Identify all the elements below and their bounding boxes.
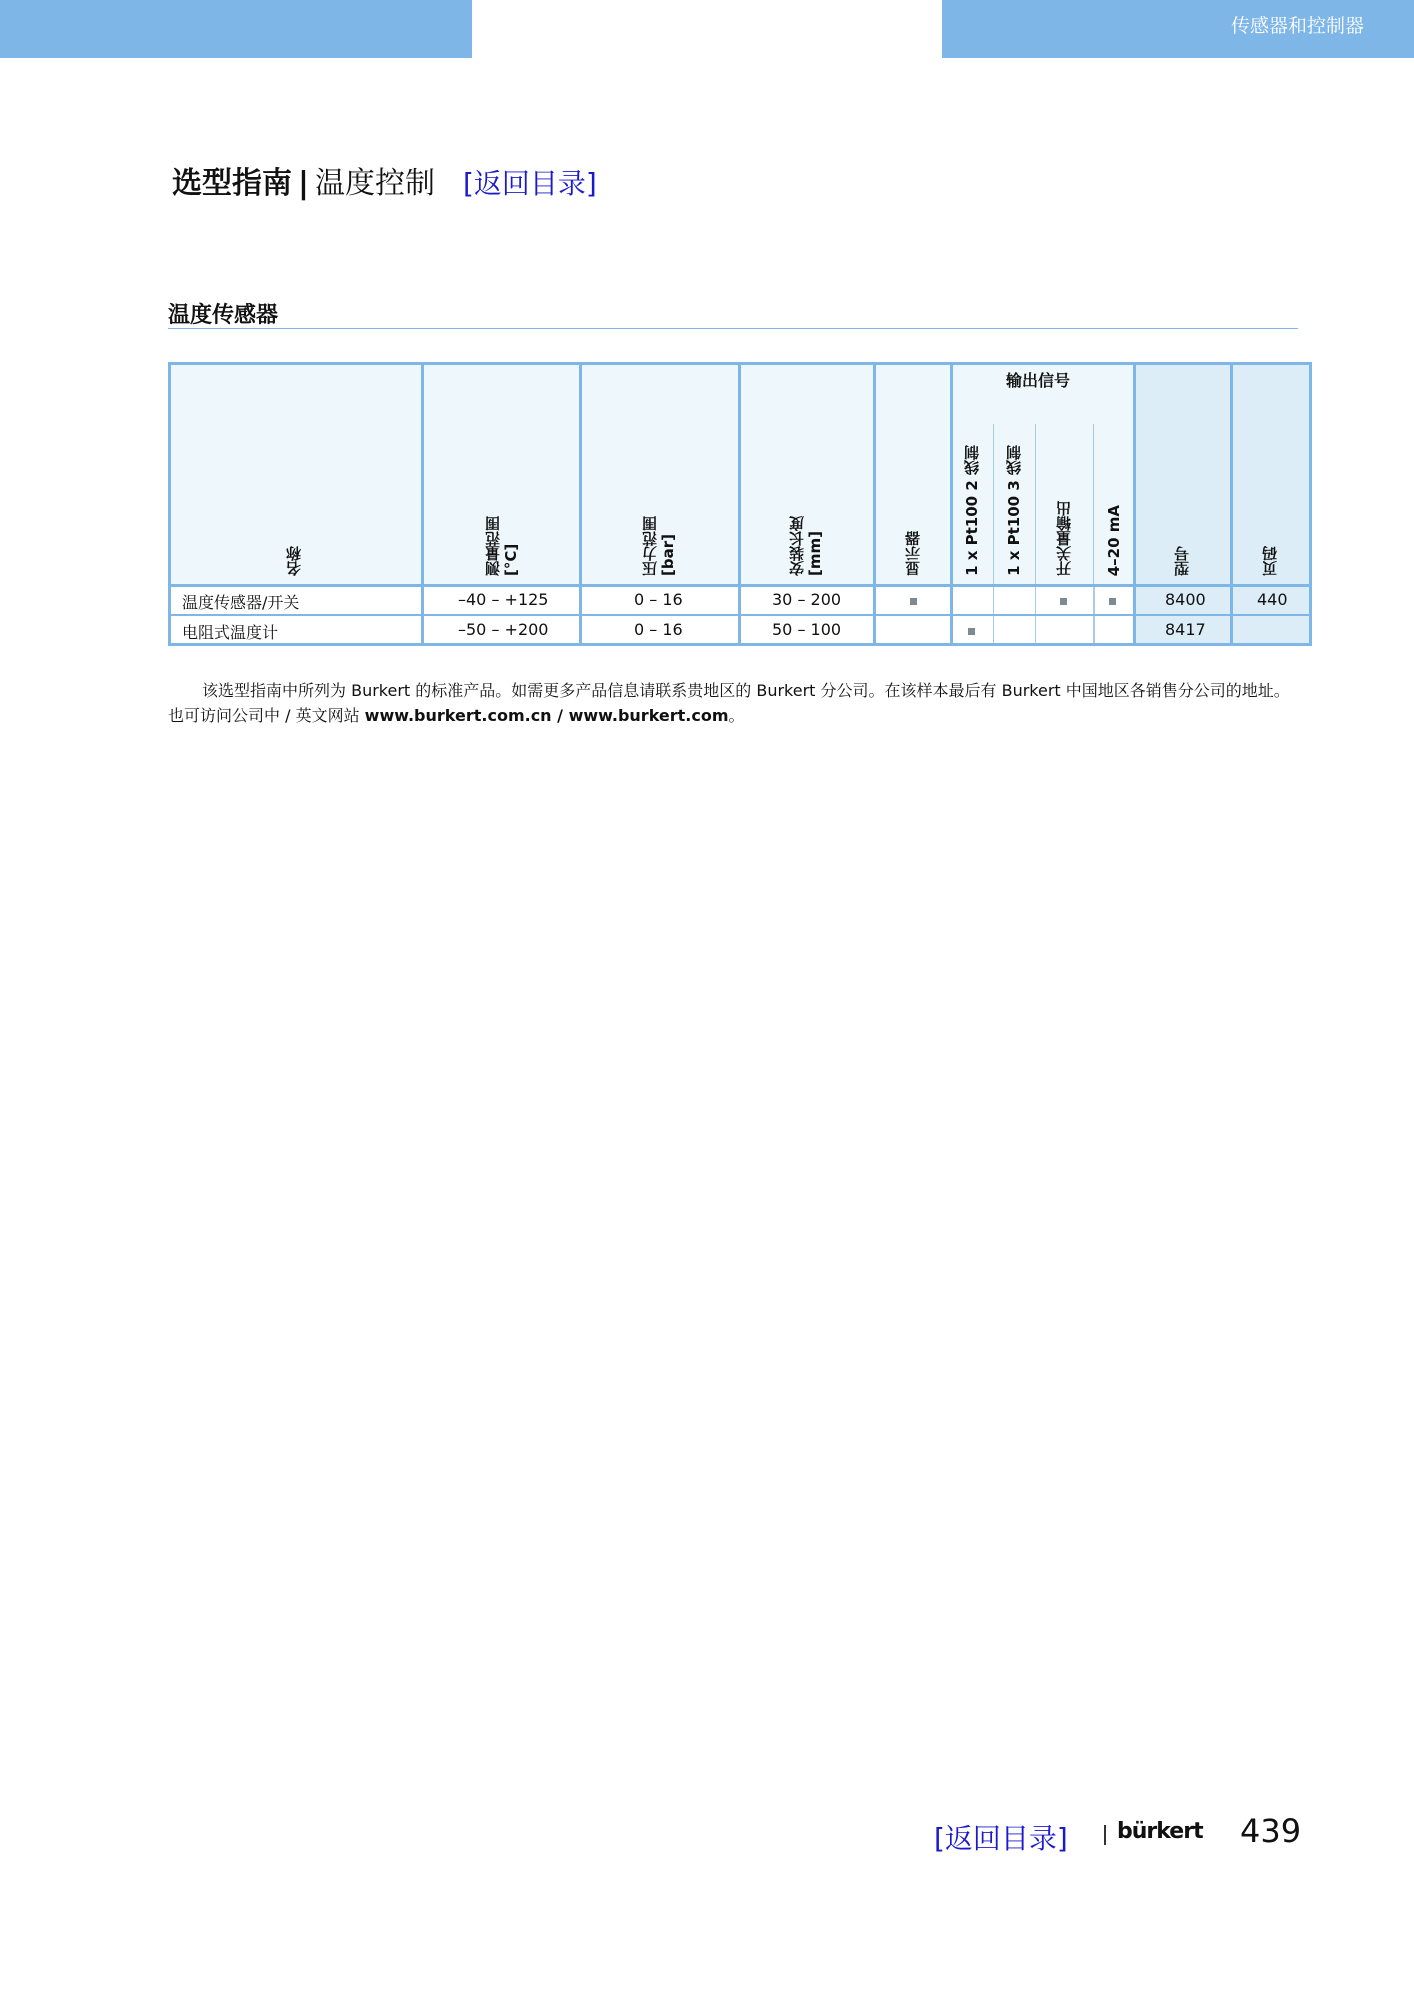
row1-switch-mark <box>1060 598 1067 605</box>
col-header-pressure-range: 压力范围 [bar] <box>641 516 677 576</box>
note-paragraph: 该选型指南中所列为 Burkert 的标准产品。如需更多产品信息请联系贵地区的 Burkert 分公司。在该样本最后有 Burkert 中国地区各销售分公司的地址。也可访问公司中 / 英文网站 www.burkert.com.cn / www.burkert.com。 <box>168 681 1290 725</box>
row1-measure: –40 – +125 <box>458 590 549 609</box>
row2-model: 8417 <box>1165 620 1206 639</box>
header-band-right <box>942 0 1414 58</box>
col-group-output-signal: 输出信号 <box>1006 371 1071 390</box>
section-title: 温度传感器 <box>168 303 279 328</box>
col-header-measure-range: 测量范围 [°C] <box>484 516 520 576</box>
col-header-page: 页码 <box>1261 546 1279 576</box>
col-header-name: 名称 <box>285 546 303 576</box>
row1-pressure: 0 – 16 <box>634 590 683 609</box>
col-header-pt100-3wire: 1 x Pt100 3 线制 <box>1005 445 1023 576</box>
selection-table <box>168 362 1312 646</box>
title-separator: | <box>298 166 309 201</box>
row1-ma-mark <box>1109 598 1116 605</box>
website-cn-link[interactable]: www.burkert.com.cn <box>364 706 552 725</box>
footer-back-link[interactable]: [返回目录] <box>934 1822 1068 1855</box>
col-header-pt100-2wire: 1 x Pt100 2 线制 <box>963 445 981 576</box>
title-main: 选型指南 <box>172 166 292 201</box>
row2-name: 电阻式温度计 <box>182 623 279 642</box>
row2-pressure: 0 – 16 <box>634 620 683 639</box>
row1-display-mark <box>910 598 917 605</box>
row1-model: 8400 <box>1165 590 1206 609</box>
footer-divider <box>1104 1825 1106 1845</box>
row1-length: 30 – 200 <box>772 590 842 609</box>
website-en-link[interactable]: www.burkert.com <box>568 706 729 725</box>
header-category: 传感器和控制器 <box>1230 15 1364 37</box>
row2-length: 50 – 100 <box>772 620 842 639</box>
col-header-model: 型号 <box>1173 546 1191 576</box>
back-to-contents-link[interactable]: [返回目录] <box>462 167 597 200</box>
title-sub: 温度控制 <box>314 166 435 201</box>
col-header-display: 显示器 <box>904 531 922 576</box>
row1-page[interactable]: 440 <box>1257 590 1288 609</box>
col-header-switch-output: 开关量输出 <box>1055 501 1073 576</box>
page-number: 439 <box>1240 1812 1302 1850</box>
header-band-left <box>0 0 472 58</box>
col-header-install-length: 安装长度 [mm] <box>788 516 824 576</box>
row2-measure: –50 – +200 <box>458 620 549 639</box>
page-title <box>172 158 597 202</box>
row1-name: 温度传感器/开关 <box>182 593 300 612</box>
col-header-4-20ma: 4–20 mA <box>1105 504 1123 576</box>
row2-pt100-2wire-mark <box>968 628 975 635</box>
burkert-logo: bürkert <box>1117 1819 1203 1844</box>
section-divider <box>168 328 1298 329</box>
